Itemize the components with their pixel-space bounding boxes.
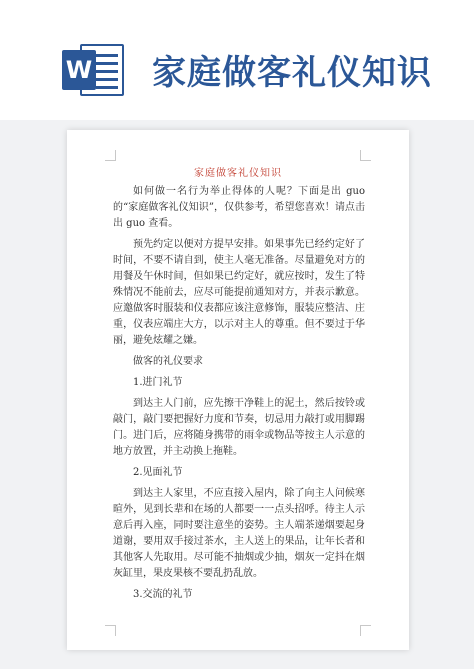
word-badge: W [62, 50, 96, 90]
subsection-heading: 2.见面礼节 [133, 467, 183, 478]
paragraph-intro: 如何做一名行为举止得体的人呢？下面是出 guo 的“家庭做客礼仪知识”，仅供参考，希望您喜欢！请点击出 guo 查看。 [113, 186, 365, 229]
subsection-heading: 1.进门礼节 [133, 377, 183, 388]
document-banner [0, 0, 474, 120]
paragraph-entry: 到达主人门前，应先擦干净鞋上的泥土，然后按铃或敲门，敲门要把握好力度和节奏，切忌用力敲打或用脚踢门。进门后，应将随身携带的雨伞或物品等按主人示意的地方放置，并主动换上拖鞋。 [113, 398, 365, 457]
subsection-heading: 3.交流的礼节 [133, 589, 193, 600]
paragraph-preparation: 预先约定以便对方提早安排。如果事先已经约定好了时间，不要不请自到，使主人毫无准备。尽量避免对方的用餐及午休时间，但如果已约定好，就应按时，发生了特殊情况不能前去，应尽可能提前通知对方，并表示歉意。应邀做客时服装和仪表都应该注意修饰，服装应整洁、庄重，仪表应端庄大方，以示对主人的尊重。但不要过于华丽，避免炫耀之嫌。 [113, 239, 365, 346]
banner-title: 家庭做客礼仪知识 [152, 53, 432, 93]
crop-mark [105, 625, 116, 636]
crop-mark [360, 625, 371, 636]
document-body [113, 184, 365, 608]
crop-mark [360, 150, 371, 161]
section-heading: 做客的礼仪要求 [133, 356, 203, 367]
paragraph-greeting: 到达主人家里，不应直接入屋内，除了向主人问候寒暄外，见到长辈和在场的人都要一一点头招呼。待主人示意后再入座，同时要注意坐的姿势。主人端茶递烟要起身道谢，要用双手接过茶水，主人送上的果品，让年长者和其他客人先取用。尽可能不抽烟或少抽，烟灰一定抖在烟灰缸里，果皮果核不要乱扔乱放。 [113, 488, 365, 579]
word-document-icon [62, 40, 126, 100]
document-title: 家庭做客礼仪知识 [194, 168, 282, 179]
crop-mark [105, 150, 116, 161]
document-page [67, 130, 409, 650]
